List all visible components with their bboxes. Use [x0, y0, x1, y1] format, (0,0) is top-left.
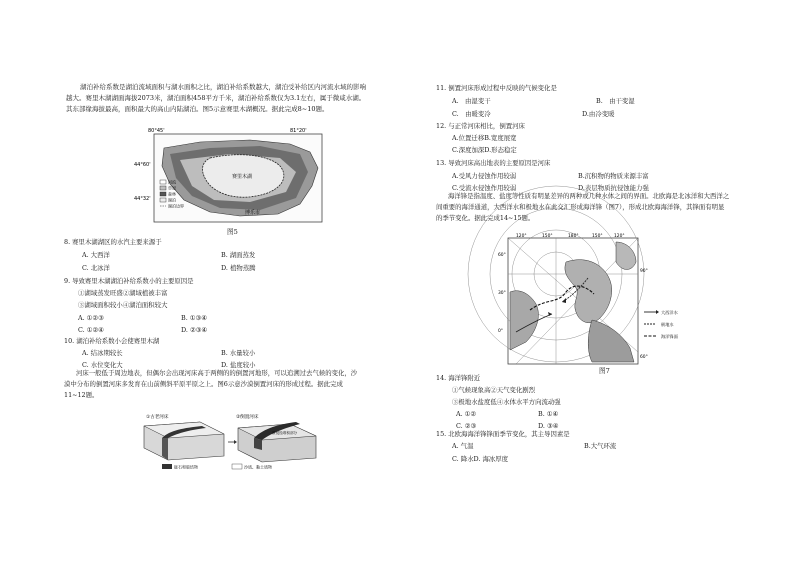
q11-option-d[interactable]: D.由冷变暖	[582, 110, 615, 118]
map5-latitude-label: 44°60'	[134, 162, 151, 168]
q11-stem: 11. 倒置河床形成过程中反映的气候变化是	[436, 84, 557, 92]
q10-option-d[interactable]: D. 盐度较小	[221, 361, 256, 369]
passage-inverted-channel: 河床一般低于周边地表，但偶尔会出现河床高于两侧的的倒置河地形，可以追溯过去气候的变化，沙漠中分布的倒置河床多发育在山前侧斜平原平原之上。图6示意沙漠倒置河床的形成过程。据此完成11~12题。	[64, 369, 358, 399]
map5-longitude-label: 80°45'	[148, 128, 165, 134]
q14-stem: 14. 海洋锋附近	[436, 374, 481, 382]
map7-longitude-label: 150°	[592, 234, 603, 239]
inverted-channel-figure6	[140, 412, 322, 472]
lake-map-figure5	[134, 128, 325, 226]
q14-option-b[interactable]: B. ①④	[538, 410, 559, 418]
q8-stem: 8. 赛里木湖湖区的水汽主要来源于	[64, 238, 162, 246]
q11-option-b[interactable]: B. 由干变湿	[596, 97, 635, 105]
q14-option-a[interactable]: A. ①②	[456, 410, 477, 418]
fig6-legend-label: 沙质、黏土质物	[244, 464, 272, 470]
svg-text:赛里木湖: 赛里木湖	[232, 174, 253, 180]
map7-legend-label: 海洋锋面	[661, 334, 678, 339]
map7-legend-label: 极地水	[661, 322, 674, 327]
q9-option-a[interactable]: A. ①②③	[78, 314, 104, 322]
map5-legend-label: 河流	[168, 179, 176, 185]
q13-option-d[interactable]: D.表层物质抗侵蚀能力强	[578, 184, 649, 192]
q14-statements-2: ③极地水盐度低④水体水平方向流动强	[452, 398, 561, 406]
q9-stem: 9. 导致赛里木湖湖泊补给系数小的主要原因是	[64, 277, 194, 285]
map7-longitude-label: 120°	[516, 234, 527, 239]
fig6-stage-label: ②倒置河床	[236, 415, 259, 420]
figure7-caption: 图7	[599, 367, 610, 375]
fig6-stage-label: ①古老河床	[146, 415, 169, 420]
q14-option-d[interactable]: D. ③④	[538, 422, 559, 430]
fig6-note: 被侵蚀堆积部分	[272, 431, 298, 435]
q10-stem: 10. 湖泊补给系数小会使赛里木湖	[64, 337, 160, 345]
map7-latitude-label: 30°	[498, 291, 506, 296]
q15-stem: 15. 北欧海海洋锋锋面季节变化，其主导因素是	[436, 430, 570, 438]
map5-legend-label: 湖泊	[168, 197, 176, 203]
q13-stem: 13. 导致河床高出地表的主要原因是河床	[436, 159, 551, 167]
map7-legend-label: 大西洋水	[661, 310, 678, 315]
q8-option-a[interactable]: A. 大西洋	[82, 251, 110, 259]
map5-longitude-label: 81°20'	[290, 128, 307, 134]
figure5-caption: 图5	[227, 228, 238, 236]
q8-option-c[interactable]: C. 北冰洋	[82, 264, 110, 272]
map7-longitude-label: 120°	[614, 234, 625, 239]
q8-option-b[interactable]: B. 湖面蒸发	[221, 251, 256, 259]
map5-legend-label: 湖泊边界	[168, 203, 184, 209]
q13-option-c[interactable]: C.受流水侵蚀作用较弱	[452, 184, 517, 192]
q15-option-b[interactable]: B.大气环流	[584, 442, 617, 450]
q11-option-a[interactable]: A. 由湿变干	[452, 97, 491, 105]
intro-paragraph: 湖泊补给系数是湖泊流域面积与湖水面积之比，湖泊补给系数越大，湖泊受补给区内河流水域的影响越大。赛里木湖湖面海拔2073米，湖泊面积458平方千米，湖泊补给系数仅为3.1左右，属于微咸水湖。其东部缘海拔最高，面积最大的高山内陆湖泊。图5示意赛里木湖概况。据此完成8~10题。	[66, 83, 366, 113]
q8-option-d[interactable]: D. 植物蒸腾	[221, 264, 256, 272]
q10-option-c[interactable]: C. 水位变化大	[82, 361, 123, 369]
q15-option-a[interactable]: A. 气温	[452, 442, 474, 450]
ocean-front-map-figure7	[496, 232, 688, 368]
q13-option-b[interactable]: B.沉积物的物质来源丰富	[578, 172, 649, 180]
map7-latitude-label: 0°	[498, 329, 503, 334]
q15-option-cd[interactable]: C. 降水D. 海冰厚度	[452, 455, 509, 463]
map7-latitude-label: 60°	[498, 253, 506, 258]
q9-option-d[interactable]: D. ②③④	[181, 326, 208, 334]
map7-longitude-label: 90°	[640, 269, 648, 274]
map7-longitude-label: 180°	[568, 234, 579, 239]
map7-longitude-label: 150°	[542, 234, 553, 239]
q12-option-ab[interactable]: A.位置迁移B.宽度展宽	[452, 134, 517, 142]
q11-option-c[interactable]: C. 由暖变冷	[452, 110, 491, 118]
map5-latitude-label: 44°32'	[134, 196, 151, 202]
q10-option-b[interactable]: B. 水量较小	[221, 349, 256, 357]
q13-option-a[interactable]: A.受风力侵蚀作用较弱	[452, 172, 517, 180]
svg-text:博乐市: 博乐市	[245, 210, 261, 216]
q9-option-c[interactable]: C. ①②④	[78, 326, 104, 334]
q10-option-a[interactable]: A. 结冰期较长	[82, 349, 123, 357]
map5-legend-label: 森林	[168, 191, 176, 197]
q14-option-c[interactable]: C. ②③	[456, 422, 477, 430]
q14-statements-1: ①气候现象高②天气变化剧烈	[452, 386, 536, 394]
q12-stem: 12. 与正常河床相比，倒置河床	[436, 122, 525, 130]
q12-option-cd[interactable]: C.深度加深D.形态稳定	[452, 146, 517, 154]
fig6-legend-label: 砾石和胶结物	[174, 464, 198, 470]
passage-ocean-front: 海洋锋是指温度、盐度等性质有明显差异的两种或几种水体之间的界面。北欧海是北冰洋和大西洋之间重要的海洋通道，大西洋水和极地水在此交汇形成海洋锋（图7），形成北欧海海洋锋，其锋面有明显的季节变化。据此完成14~15题。	[436, 192, 730, 222]
q9-statements-2: ③湖域面积较小④湖泊面积较大	[78, 301, 168, 309]
map5-legend-label: 草原	[168, 185, 176, 191]
map7-longitude-label: 60°	[640, 355, 648, 360]
q9-statements-1: ①湖域蒸发旺盛②湖域植被丰富	[78, 289, 168, 297]
q9-option-b[interactable]: B. ①③④	[181, 314, 207, 322]
